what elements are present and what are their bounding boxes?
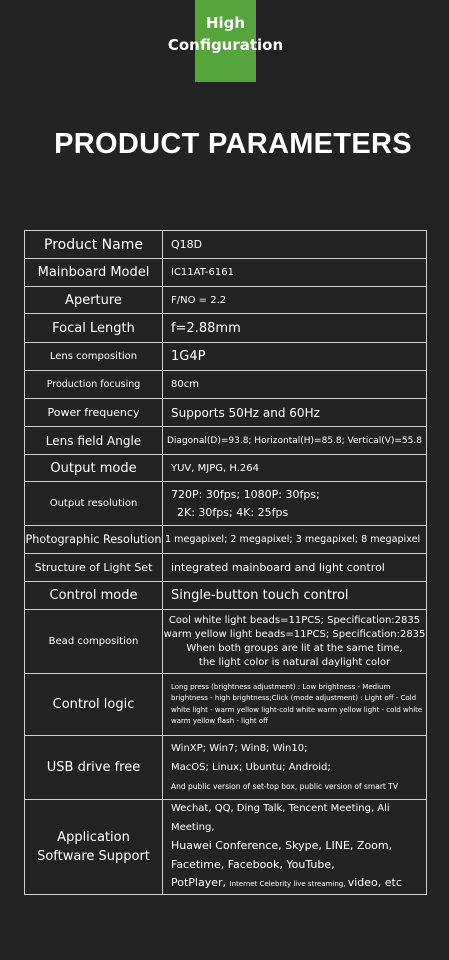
row-label: Mainboard Model — [25, 259, 163, 287]
resolution-line-2: 2K: 30fps; 4K: 25fps — [177, 505, 289, 519]
table-row — [25, 800, 427, 895]
row-label: Control logic — [25, 674, 163, 736]
config-badge-text — [160, 12, 291, 56]
resolution-line-1: 720P: 30fps; 1080P: 30fps; — [171, 487, 320, 501]
usb-line-1: WinXP; Win7; Win8; Win10; — [171, 743, 308, 754]
table-row — [25, 259, 427, 287]
row-value: integrated mainboard and light control — [163, 554, 427, 582]
badge-line-2: Configuration — [167, 36, 284, 54]
row-value: 80cm — [163, 371, 427, 399]
row-label: USB drive free — [25, 736, 163, 800]
table-row — [25, 371, 427, 399]
software-line-4 — [171, 874, 426, 894]
table-row — [25, 231, 427, 259]
row-value: F/NO = 2.2 — [163, 287, 427, 314]
row-value: f=2.88mm — [163, 314, 427, 343]
software-label-line-2: Software Support — [37, 848, 150, 864]
bead-line-4: the light color is natural daylight color — [198, 656, 391, 668]
row-label: Product Name — [25, 231, 163, 259]
row-label: Production focusing — [25, 371, 163, 399]
row-label: Power frequency — [25, 399, 163, 427]
row-label — [25, 800, 163, 895]
table-row — [25, 482, 427, 526]
row-label: Aperture — [25, 287, 163, 314]
table-row — [25, 455, 427, 482]
row-label: Structure of Light Set — [25, 554, 163, 582]
table-row — [25, 287, 427, 314]
row-value: 1 megapixel; 2 megapixel; 3 megapixel; 8 megapixel — [163, 526, 427, 554]
row-value — [163, 800, 427, 895]
row-label: Photographic Resolution — [25, 526, 163, 554]
bead-line-1: Cool white light beads=11PCS; Specification:2835 — [168, 614, 421, 626]
row-value: Diagonal(D)=93.8; Horizontal(H)=85.8; Vertical(V)=55.8 — [163, 427, 427, 455]
table-row — [25, 399, 427, 427]
table-row — [25, 610, 427, 674]
page-title: PRODUCT PARAMETERS — [54, 128, 412, 160]
row-label: Output resolution — [25, 482, 163, 526]
row-label: Focal Length — [25, 314, 163, 343]
bead-line-3: When both groups are lit at the same time, — [186, 642, 403, 654]
row-label: Control mode — [25, 582, 163, 610]
software-line-3: Facetime, Facebook, YouTube, — [171, 857, 335, 871]
table-row — [25, 582, 427, 610]
software-line-2: Huawei Conference, Skype, LINE, Zoom, — [171, 839, 393, 852]
row-value: Q18D — [163, 231, 427, 259]
software-line-1: Wechat, QQ, Ding Talk, Tencent Meeting, Ali Meeting, — [171, 803, 390, 833]
row-value — [163, 482, 427, 526]
row-value: IC11AT-6161 — [163, 259, 427, 287]
software-line-4a: PotPlayer, — [171, 876, 230, 889]
row-value: 1G4P — [163, 343, 427, 371]
software-line-4c: video, etc — [347, 876, 402, 889]
row-value: Long press (brightness adjustment) : Low brightness - Medium brightness - high brightness;Click (mode adjustment) : Light off - Cold white light - warm yellow light-cold white warm yellow light - cold white warm yellow flash - light off — [163, 674, 427, 736]
table-row — [25, 674, 427, 736]
row-value — [163, 610, 427, 674]
usb-line-3: And public version of set-top box, public version of smart TV — [171, 782, 398, 791]
usb-line-2: MacOS; Linux; Ubuntu; Android; — [171, 762, 331, 773]
row-label: Output mode — [25, 455, 163, 482]
row-value — [163, 736, 427, 800]
row-value: Supports 50Hz and 60Hz — [163, 399, 427, 427]
software-line-4b: Internet Celebrity live streaming, — [229, 880, 348, 888]
table-row — [25, 343, 427, 371]
table-row — [25, 427, 427, 455]
row-value: Single-button touch control — [163, 582, 427, 610]
software-label-line-1: Application — [57, 829, 130, 845]
table-row — [25, 554, 427, 582]
badge-line-1: High — [205, 14, 246, 32]
table-row — [25, 314, 427, 343]
parameters-table — [24, 230, 427, 895]
row-label: Bead composition — [25, 610, 163, 674]
row-value: YUV, MJPG, H.264 — [163, 455, 427, 482]
table-row — [25, 526, 427, 554]
row-label: Lens field Angle — [25, 427, 163, 455]
bead-line-2: warm yellow light beads=11PCS; Specification:2835 — [163, 628, 426, 640]
table-row — [25, 736, 427, 800]
row-label: Lens composition — [25, 343, 163, 371]
